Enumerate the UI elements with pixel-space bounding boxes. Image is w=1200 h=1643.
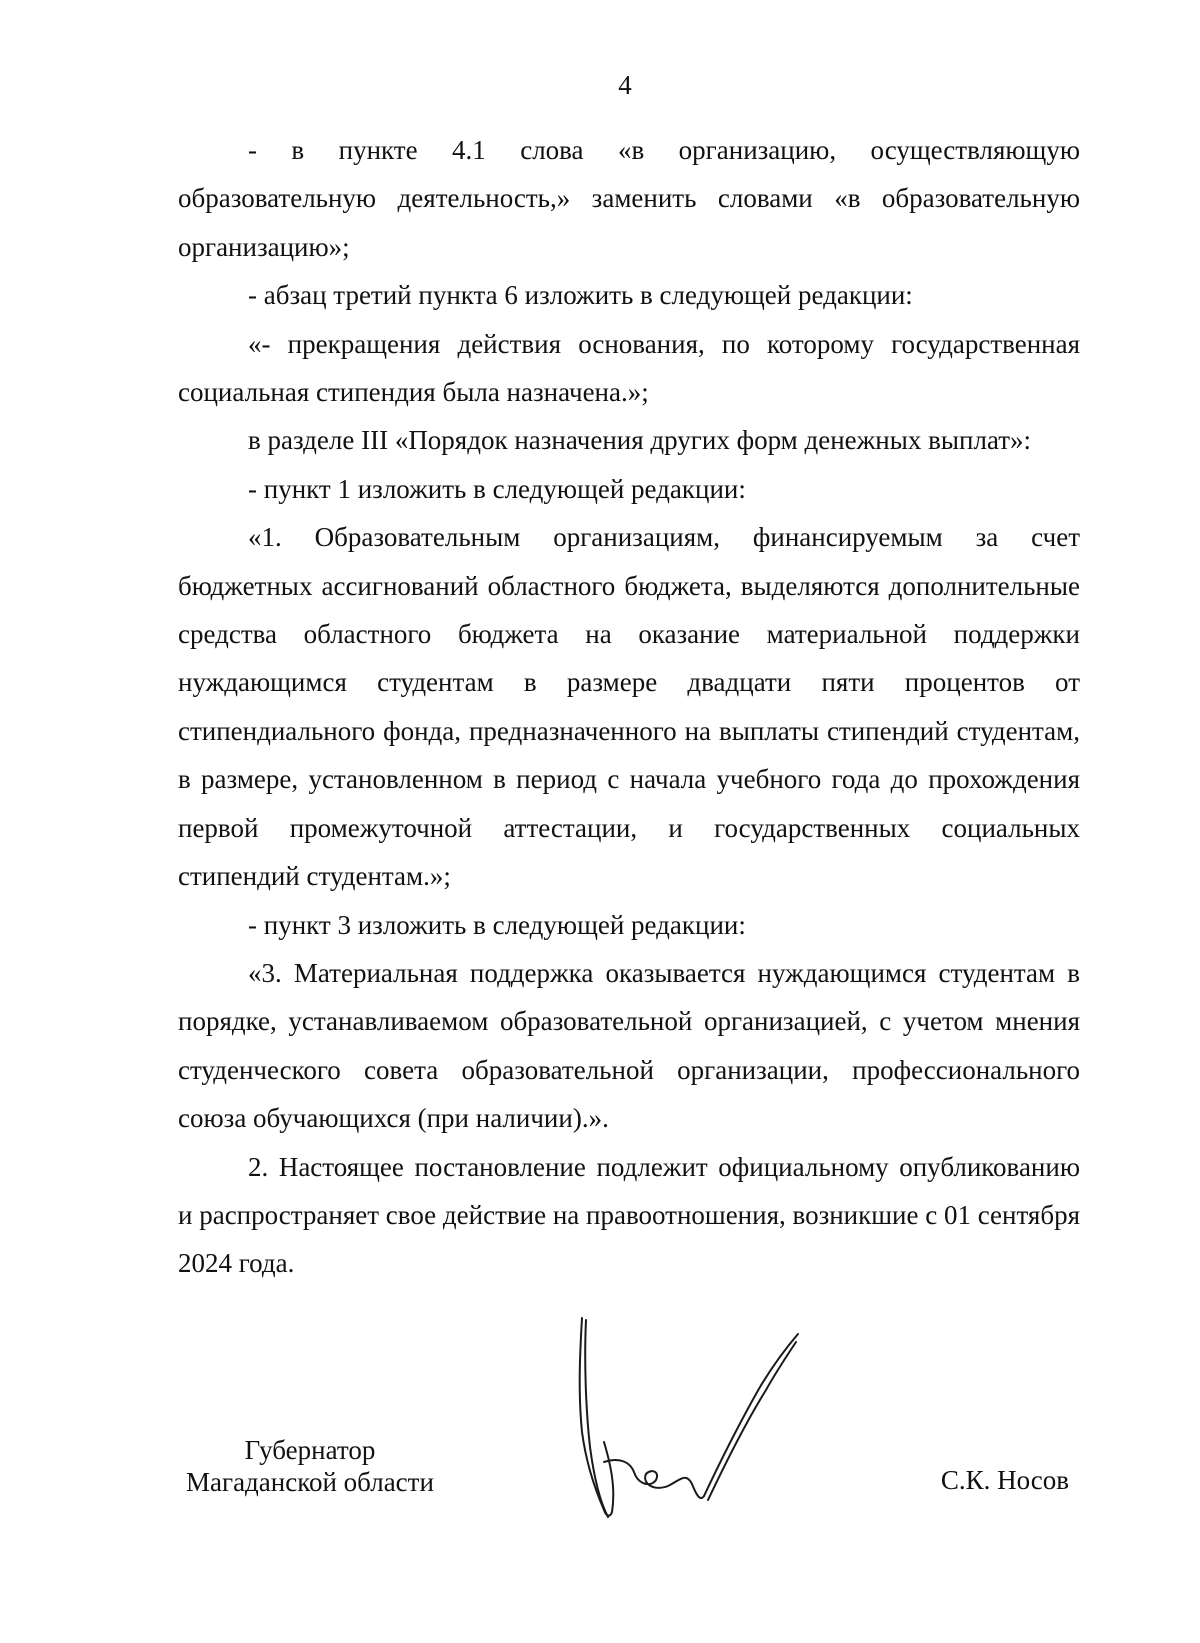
paragraph-amend-point-6-text: «- прекращения действия основания, по которому государственная социальная стипендия была назначена.»; <box>178 328 1080 408</box>
paragraph-amend-point-4-1: - в пункте 4.1 слова «в организацию, осуществляющую образовательную деятельность,» заменить словами «в образовательную организацию»; <box>178 135 1080 262</box>
paragraph-point-3-header: - пункт 3 изложить в следующей редакции: <box>248 909 746 940</box>
signatory-title <box>186 1434 434 1498</box>
paragraph-amend-point-6-header: - абзац третий пункта 6 изложить в следующей редакции: <box>248 280 913 311</box>
handwritten-signature <box>560 1312 900 1532</box>
paragraph-section-3-header: в разделе III «Порядок назначения других форм денежных выплат»: <box>248 425 1032 456</box>
signatory-title-line1: Губернатор <box>244 1435 376 1465</box>
paragraph-point-3-text: «3. Материальная поддержка оказывается нуждающимся студентам в порядке, устанавливаемом образовательной организацией, с учетом мнения студенческого совета образовательной организации, профессионального союза обучающихся (при наличии).». <box>178 957 1080 1134</box>
paragraph-final-clause: 2. Настоящее постановление подлежит официальному опубликованию и распространяет свое действие на правоотношения, возникшие с 01 сентября 2024 года. <box>178 1151 1080 1279</box>
signatory-name: С.К. Носов <box>940 1465 1069 1495</box>
page-number: 4 <box>618 70 632 100</box>
paragraph-point-1-text: «1. Образовательным организациям, финансируемым за счет бюджетных ассигнований областного бюджета, выделяются дополнительные средства областного бюджета на оказание материальной поддержки нуждающимся студентам в размере двадцати пяти процентов от стипендиального фонда, предназначенного на выплаты стипендий студентам, в размере, установленном в период с начала учебного года до прохождения первой промежуточной аттестации, и государственных социальных стипендий студентам.»; <box>178 522 1080 892</box>
document-body <box>178 126 1080 1288</box>
paragraph-point-1-header: - пункт 1 изложить в следующей редакции: <box>248 473 746 504</box>
signatory-title-line2: Магаданской области <box>186 1467 434 1497</box>
